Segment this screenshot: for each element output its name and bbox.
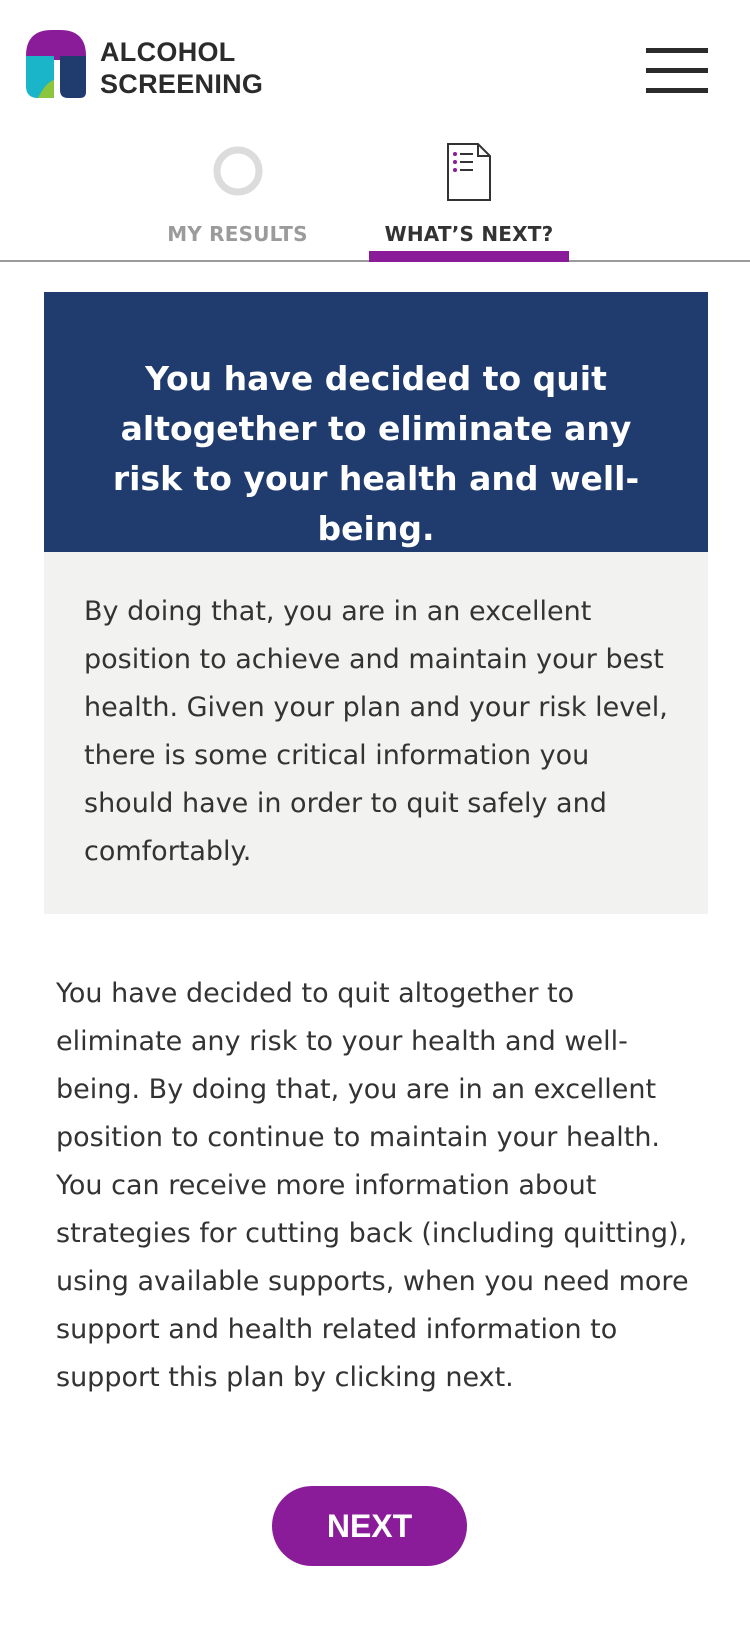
document-list-icon (445, 142, 493, 202)
tab-whats-next[interactable] (369, 130, 569, 260)
brand-line-1: ALCOHOL (100, 37, 236, 67)
critical-info-box: By doing that, you are in an excellent position to achieve and maintain your best health. Given your plan and your risk level, there is some critical information you should have in order to quit safely and comfortably. (44, 552, 708, 914)
brand-title (100, 36, 263, 100)
plan-description: You have decided to quit altogether to eliminate any risk to your health and well-being. By doing that, you are in an excellent position to continue to maintain your health. You can receive more information about strategies for cutting back (including quitting), using available supports, when you need more support and health related information to support this plan by clicking next. (56, 978, 689, 1393)
alcohol-screening-logo-icon[interactable] (26, 30, 86, 98)
hamburger-menu-icon[interactable] (646, 48, 708, 96)
active-tab-indicator (369, 251, 569, 262)
results-ring-icon (212, 145, 264, 197)
brand-line-2: SCREENING (100, 69, 264, 99)
tab-whats-next-label: WHAT’S NEXT? (384, 222, 554, 246)
tab-my-results-label: MY RESULTS (167, 222, 308, 246)
app-header (0, 0, 750, 130)
tab-my-results[interactable] (155, 130, 320, 260)
plan-summary-banner: You have decided to quit altogether to eliminate any risk to your health and well-being. (44, 292, 708, 552)
next-button[interactable]: NEXT (272, 1486, 467, 1566)
tab-bar (0, 130, 750, 262)
